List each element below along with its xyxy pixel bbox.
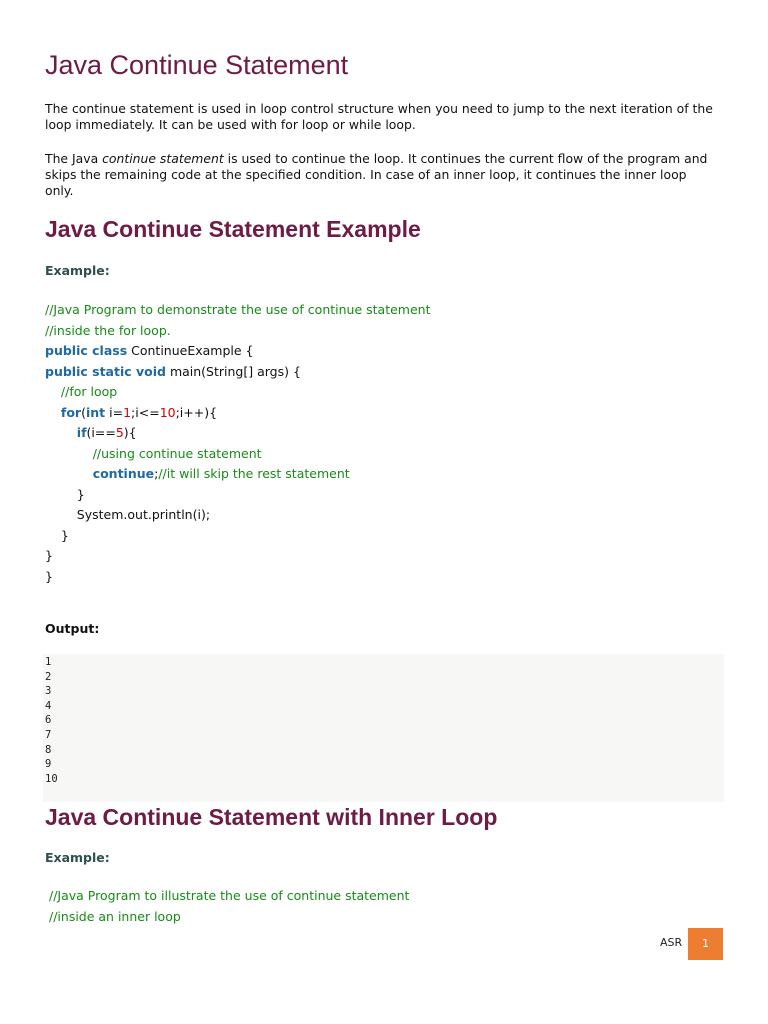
intro-paragraph-2-end: is used to continue the loop. It continues the current flow of the program and skips the remaining code at the specified condition. In case of an inner loop, it continues the inner loop only. (45, 151, 708, 198)
output-line: 1 (45, 656, 52, 668)
code-line (45, 403, 430, 424)
code-line (45, 423, 430, 444)
code-line (45, 321, 430, 342)
code-line (45, 300, 430, 321)
code-token: public class (45, 343, 128, 358)
code-line: //inside an inner loop (49, 908, 181, 924)
code-token: } (60, 527, 69, 543)
intro-paragraph-2-start: The Java (45, 151, 103, 166)
code-token: (i== (86, 425, 116, 440)
intro-paragraph-2 (45, 151, 715, 199)
intro-paragraph-1: The continue statement is used in loop control structure when you need to jump to the next iteration of the loop immediately. It can be used with for loop or while loop. (45, 101, 713, 132)
section-heading-example: Java Continue Statement Example (45, 216, 421, 242)
output-line: 7 (45, 728, 52, 741)
output-label: Output: (45, 621, 100, 636)
code-token: } (76, 486, 85, 502)
output-line: 3 (45, 685, 52, 698)
code-line (45, 526, 430, 547)
code-token: //using continue statement (92, 445, 262, 461)
code-line (45, 567, 430, 588)
page-number-badge: 1 (688, 928, 723, 960)
code-line (45, 341, 430, 362)
code-line (45, 546, 430, 567)
code-token: main(String[] args) { (165, 363, 301, 379)
output-line: 8 (45, 743, 52, 756)
code-token: ){ (123, 425, 137, 440)
example-label-1: Example: (45, 263, 110, 278)
code-token: i= (105, 404, 124, 420)
intro-paragraph-2-emphasis: continue statement (102, 151, 224, 166)
code-token: } (45, 548, 53, 563)
section-heading-inner-loop: Java Continue Statement with Inner Loop (45, 804, 498, 830)
code-block-2 (49, 886, 409, 927)
code-token: 1 (123, 404, 132, 420)
code-token: 10 (159, 404, 176, 420)
code-token: if (76, 425, 87, 440)
output-line: 4 (45, 699, 52, 712)
output-line: 2 (45, 670, 52, 683)
output-line: 10 (45, 772, 58, 785)
output-line: 9 (45, 758, 52, 771)
code-line (45, 464, 430, 485)
code-token: ( (81, 404, 86, 420)
page-title: Java Continue Statement (45, 50, 349, 80)
code-line (45, 382, 430, 403)
example-label-2: Example: (45, 850, 110, 865)
footer-author: ASR (660, 936, 683, 949)
code-token: //Java Program to demonstrate the use of continue statement (45, 302, 431, 317)
code-token: System.out.println(i); (76, 507, 211, 522)
code-line (45, 444, 430, 465)
code-token: //inside the for loop. (45, 322, 171, 338)
code-token: continue (92, 466, 155, 481)
output-line: 6 (45, 714, 52, 727)
code-line (45, 362, 430, 383)
code-token: ;i++){ (175, 404, 218, 420)
code-token: int (86, 404, 106, 420)
code-token: //for loop (60, 384, 118, 399)
output-box (43, 654, 724, 802)
code-token: ContinueExample { (127, 343, 254, 358)
code-token: 5 (115, 425, 124, 440)
code-token: for (60, 404, 82, 420)
code-line: //Java Program to illustrate the use of continue statement (49, 888, 410, 903)
code-token: public static void (45, 363, 166, 379)
code-token: } (45, 568, 53, 584)
code-line (45, 505, 430, 526)
code-token: //it will skip the rest statement (158, 466, 350, 481)
code-token: ;i<= (131, 404, 160, 420)
code-token: ; (154, 466, 159, 481)
code-line (45, 485, 430, 506)
code-block-1 (45, 300, 430, 587)
